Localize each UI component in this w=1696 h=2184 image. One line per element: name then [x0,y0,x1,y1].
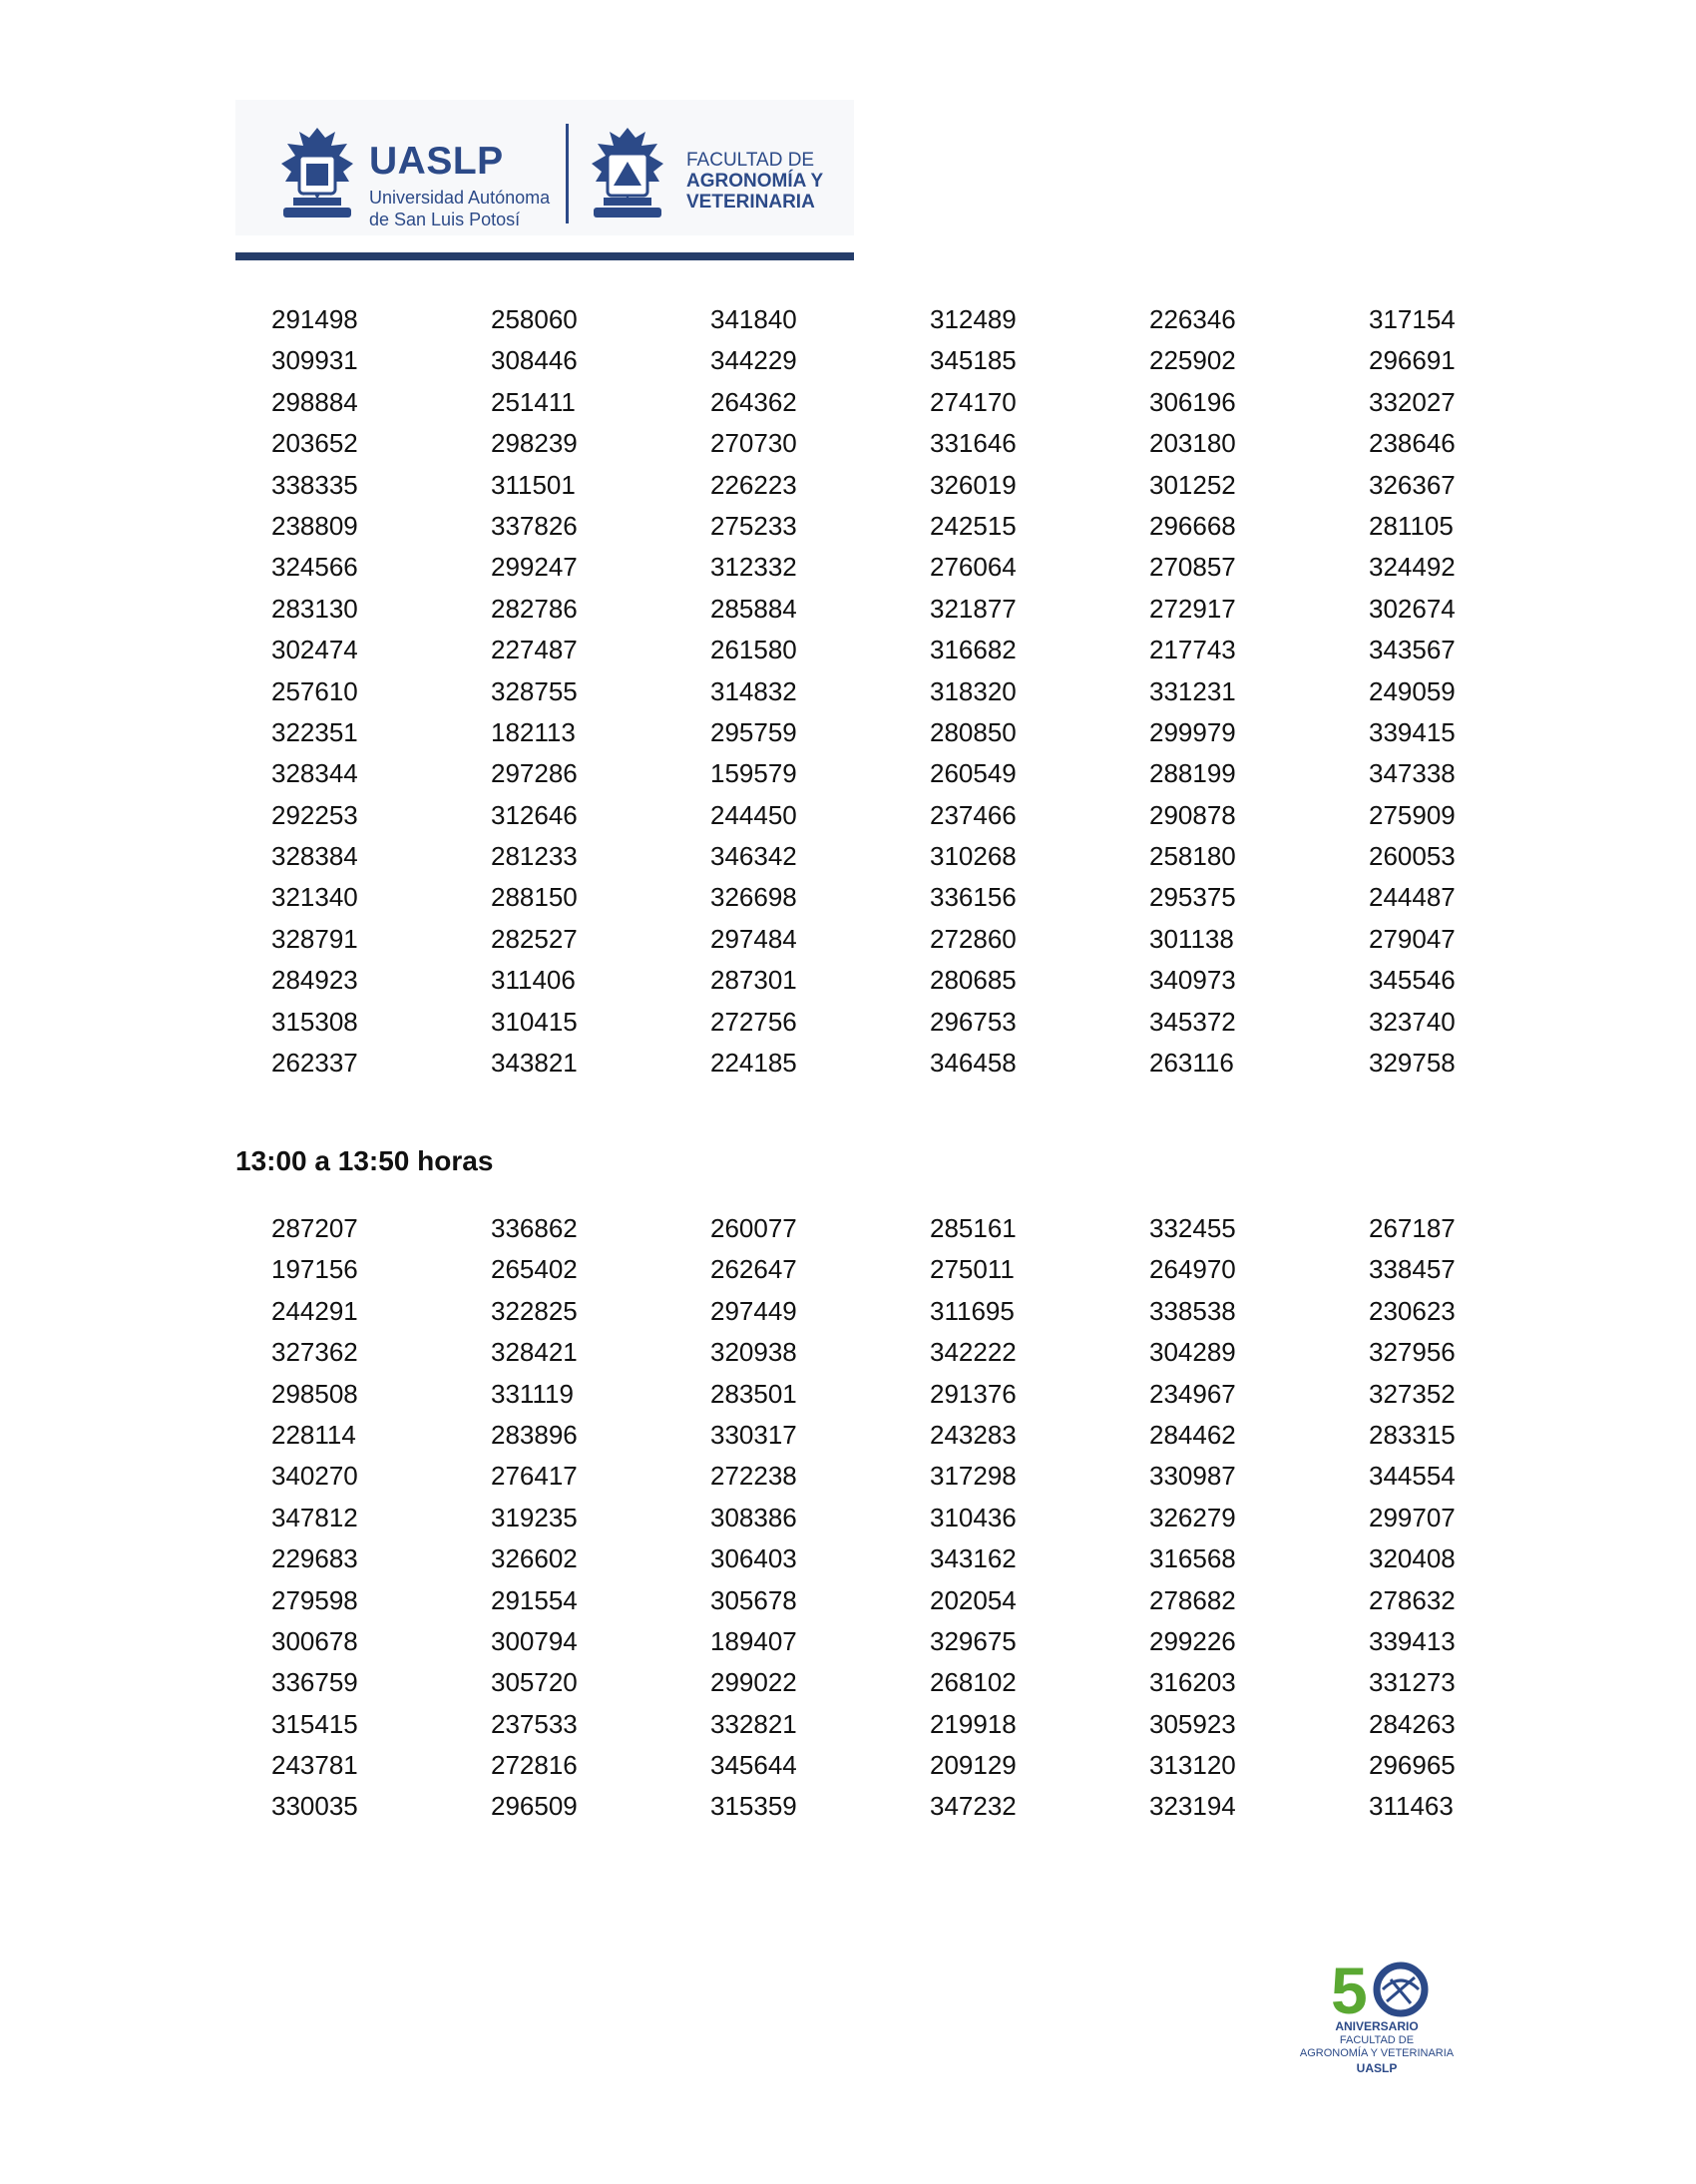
id-cell: 339413 [1369,1625,1456,1656]
id-cell: 244450 [710,799,797,830]
faculty-name-line2: AGRONOMÍA Y [686,171,824,192]
id-cell: 312489 [930,304,1017,334]
id-cell: 283130 [271,593,358,624]
id-cell: 340270 [271,1461,358,1492]
id-cell: 225902 [1149,345,1236,376]
id-cell: 323740 [1369,1006,1456,1037]
id-cell: 274170 [930,386,1017,417]
id-cell: 285884 [710,593,797,624]
id-cell: 226346 [1149,304,1236,334]
id-cell: 288150 [491,882,578,913]
id-cell: 264970 [1149,1254,1236,1285]
anniversary-number-icon [1287,1956,1467,2019]
id-cell: 322825 [491,1295,578,1326]
id-cell: 326019 [930,469,1017,500]
id-cell: 299247 [491,552,578,583]
id-cell: 263116 [1149,1048,1234,1079]
id-cell: 310436 [930,1502,1017,1532]
id-cell: 311695 [930,1295,1015,1326]
id-cell: 343162 [930,1543,1017,1574]
id-cell: 320408 [1369,1543,1456,1574]
id-cell: 315415 [271,1708,358,1739]
id-cell: 290878 [1149,799,1236,830]
id-cell: 261580 [710,635,797,665]
university-name-line1: Universidad Autónoma [369,188,551,208]
id-cell: 283501 [710,1378,797,1409]
id-cell: 264362 [710,386,797,417]
id-cell: 262337 [271,1048,358,1079]
id-cell: 310415 [491,1006,578,1037]
id-cell: 332455 [1149,1213,1236,1243]
id-cell: 338335 [271,469,358,500]
faculty-name-line1: FACULTAD DE [686,150,815,171]
id-cell: 219918 [930,1708,1017,1739]
id-cell: 346342 [710,841,797,872]
id-cell: 299979 [1149,716,1236,747]
id-cell: 308386 [710,1502,797,1532]
id-cell: 272756 [710,1006,797,1037]
id-cell: 305720 [491,1667,578,1698]
id-cell: 336156 [930,882,1017,913]
id-cell: 332821 [710,1708,797,1739]
id-cell: 244487 [1369,882,1456,913]
anniversary-faculty-line2: AGRONOMÍA Y VETERINARIA [1299,2047,1455,2059]
id-cell: 343567 [1369,635,1456,665]
id-cell: 330317 [710,1419,797,1450]
id-cell: 324492 [1369,552,1456,583]
university-name-line2: de San Luis Potosí [369,210,521,229]
id-cell: 341840 [710,304,797,334]
anniversary-logo [1287,1956,1467,2085]
id-cell: 237533 [491,1708,578,1739]
id-cell: 278632 [1369,1584,1456,1615]
id-cell: 326698 [710,882,797,913]
id-cell: 285161 [930,1213,1017,1243]
id-cell: 280850 [930,716,1017,747]
id-cell: 257610 [271,675,358,706]
id-cell: 328791 [271,923,358,954]
id-cell: 301138 [1149,923,1234,954]
id-cell: 203652 [271,428,358,459]
id-cell: 326367 [1369,469,1456,500]
id-cell: 272816 [491,1750,578,1781]
id-cell: 336759 [271,1667,358,1698]
id-cell: 314832 [710,675,797,706]
id-cell: 272238 [710,1461,797,1492]
id-cell: 209129 [930,1750,1017,1781]
id-cell: 295375 [1149,882,1236,913]
id-cell: 280685 [930,965,1017,996]
id-cell: 224185 [710,1048,797,1079]
id-cell: 318320 [930,675,1017,706]
id-cell: 278682 [1149,1584,1236,1615]
id-cell: 237466 [930,799,1017,830]
id-cell: 296753 [930,1006,1017,1037]
id-cell: 324566 [271,552,358,583]
id-cell: 270857 [1149,552,1236,583]
id-cell: 282527 [491,923,578,954]
id-cell: 275909 [1369,799,1456,830]
id-cell: 292253 [271,799,358,830]
id-cell: 345185 [930,345,1017,376]
id-cell: 327362 [271,1337,358,1368]
id-cell: 306196 [1149,386,1236,417]
id-cell: 282786 [491,593,578,624]
id-cell: 296509 [491,1791,578,1822]
id-cell: 238646 [1369,428,1456,459]
id-cell: 267187 [1369,1213,1456,1243]
id-cell: 295759 [710,716,797,747]
id-cell: 281233 [491,841,578,872]
id-cell: 305678 [710,1584,797,1615]
id-cell: 322351 [271,716,358,747]
id-cell: 299707 [1369,1502,1456,1532]
id-cell: 339415 [1369,716,1456,747]
id-cell: 328384 [271,841,358,872]
id-cell: 249059 [1369,675,1456,706]
id-cell: 313120 [1149,1750,1236,1781]
id-cell: 291498 [271,304,358,334]
id-cell: 299022 [710,1667,797,1698]
id-cell: 321340 [271,882,358,913]
id-cell: 344554 [1369,1461,1456,1492]
id-cell: 197156 [271,1254,358,1285]
id-cell: 347338 [1369,758,1456,789]
id-cell: 300794 [491,1625,578,1656]
id-cell: 298239 [491,428,578,459]
id-cell: 281105 [1369,510,1454,541]
id-cell: 315359 [710,1791,797,1822]
id-cell: 316568 [1149,1543,1236,1574]
id-cell: 226223 [710,469,797,500]
id-cell: 338538 [1149,1295,1236,1326]
id-cell: 310268 [930,841,1017,872]
anniversary-label: ANIVERSARIO [1335,2019,1419,2033]
id-cell: 328421 [491,1337,578,1368]
id-cell: 291376 [930,1378,1017,1409]
id-cell: 288199 [1149,758,1236,789]
id-cell: 260549 [930,758,1017,789]
id-cell: 347812 [271,1502,358,1532]
id-cell: 321877 [930,593,1017,624]
id-cell: 284462 [1149,1419,1236,1450]
id-cell: 202054 [930,1584,1017,1615]
id-cell: 159579 [710,758,797,789]
id-cell: 258180 [1149,841,1236,872]
id-cell: 331273 [1369,1667,1456,1698]
id-cell: 243283 [930,1419,1017,1450]
id-cell: 296668 [1149,510,1236,541]
id-cell: 234967 [1149,1378,1236,1409]
id-cell: 317154 [1369,304,1456,334]
letterhead-rule [235,252,854,260]
id-cell: 302674 [1369,593,1456,624]
id-cell: 340973 [1149,965,1236,996]
id-cell: 260053 [1369,841,1456,872]
id-cell: 331119 [491,1378,574,1409]
id-cell: 315308 [271,1006,358,1037]
id-cell: 268102 [930,1667,1017,1698]
id-cell: 301252 [1149,469,1236,500]
id-cell: 304289 [1149,1337,1236,1368]
id-cell: 244291 [271,1295,358,1326]
id-cell: 297484 [710,923,797,954]
id-cell: 265402 [491,1254,578,1285]
id-cell: 287207 [271,1213,358,1243]
id-cell: 182113 [491,716,576,747]
id-cell: 228114 [271,1419,356,1450]
id-cell: 305923 [1149,1708,1236,1739]
id-cell: 238809 [271,510,358,541]
id-cell: 297449 [710,1295,797,1326]
id-cell: 317298 [930,1461,1017,1492]
id-cell: 316203 [1149,1667,1236,1698]
university-shield-logo [273,124,361,223]
id-cell: 260077 [710,1213,797,1243]
id-cell: 258060 [491,304,578,334]
id-cell: 311406 [491,965,576,996]
id-cell: 284263 [1369,1708,1456,1739]
id-cell: 296965 [1369,1750,1456,1781]
id-cell: 217743 [1149,635,1236,665]
id-cell: 329758 [1369,1048,1456,1079]
id-cell: 296691 [1369,345,1456,376]
id-cell: 330987 [1149,1461,1236,1492]
id-cell: 329675 [930,1625,1017,1656]
id-cell: 298508 [271,1378,358,1409]
section-heading: 13:00 a 13:50 horas [235,1145,494,1176]
id-cell: 345644 [710,1750,797,1781]
id-cell: 328755 [491,675,578,706]
id-cell: 229683 [271,1543,358,1574]
id-cell: 299226 [1149,1625,1236,1656]
anniversary-faculty-line1: FACULTAD DE [1339,2034,1415,2046]
id-cell: 300678 [271,1625,358,1656]
id-cell: 331231 [1149,675,1236,706]
id-cell: 298884 [271,386,358,417]
id-cell: 311463 [1369,1791,1454,1822]
id-cell: 251411 [491,386,576,417]
id-cell: 332027 [1369,386,1456,417]
id-cell: 283896 [491,1419,578,1450]
id-cell: 243781 [271,1750,358,1781]
id-cell: 343821 [491,1048,578,1079]
id-cell: 337826 [491,510,578,541]
id-cell: 275233 [710,510,797,541]
id-cell: 320938 [710,1337,797,1368]
id-cell: 345546 [1369,965,1456,996]
id-cell: 312332 [710,552,797,583]
id-cell: 345372 [1149,1006,1236,1037]
id-cell: 326279 [1149,1502,1236,1532]
id-cell: 270730 [710,428,797,459]
id-cell: 279598 [271,1584,358,1615]
letterhead [235,100,854,259]
id-cell: 344229 [710,345,797,376]
id-cell: 347232 [930,1791,1017,1822]
id-cell: 323194 [1149,1791,1236,1822]
id-cell: 330035 [271,1791,358,1822]
id-cell: 203180 [1149,428,1236,459]
id-cell: 227487 [491,635,578,665]
id-cell: 331646 [930,428,1017,459]
id-cell: 338457 [1369,1254,1456,1285]
letterhead-divider [566,124,569,223]
faculty-shield-logo [584,124,671,223]
id-list-table-1 [235,299,1502,1084]
id-cell: 302474 [271,635,358,665]
id-cell: 309931 [271,345,358,376]
id-cell: 287301 [710,965,797,996]
faculty-name-line3: VETERINARIA [686,192,815,213]
id-cell: 327956 [1369,1337,1456,1368]
anniversary-university: UASLP [1356,2061,1398,2075]
id-cell: 342222 [930,1337,1017,1368]
id-cell: 283315 [1369,1419,1456,1450]
id-cell: 327352 [1369,1378,1456,1409]
id-cell: 346458 [930,1048,1017,1079]
id-cell: 272860 [930,923,1017,954]
id-cell: 311501 [491,469,576,500]
id-cell: 336862 [491,1213,578,1243]
id-cell: 262647 [710,1254,797,1285]
id-list-table-2 [235,1208,1502,1828]
id-cell: 319235 [491,1502,578,1532]
id-cell: 312646 [491,799,578,830]
svg-text:5: 5 [1331,1956,1368,2019]
id-cell: 276417 [491,1461,578,1492]
id-cell: 297286 [491,758,578,789]
id-cell: 272917 [1149,593,1236,624]
id-cell: 279047 [1369,923,1456,954]
id-cell: 276064 [930,552,1017,583]
id-cell: 230623 [1369,1295,1456,1326]
id-cell: 284923 [271,965,358,996]
id-cell: 316682 [930,635,1017,665]
id-cell: 275011 [930,1254,1015,1285]
id-cell: 326602 [491,1543,578,1574]
id-cell: 328344 [271,758,358,789]
id-cell: 308446 [491,345,578,376]
id-cell: 291554 [491,1584,578,1615]
id-cell: 242515 [930,510,1017,541]
id-cell: 189407 [710,1625,797,1656]
id-cell: 306403 [710,1543,797,1574]
university-acronym: UASLP [369,140,504,183]
